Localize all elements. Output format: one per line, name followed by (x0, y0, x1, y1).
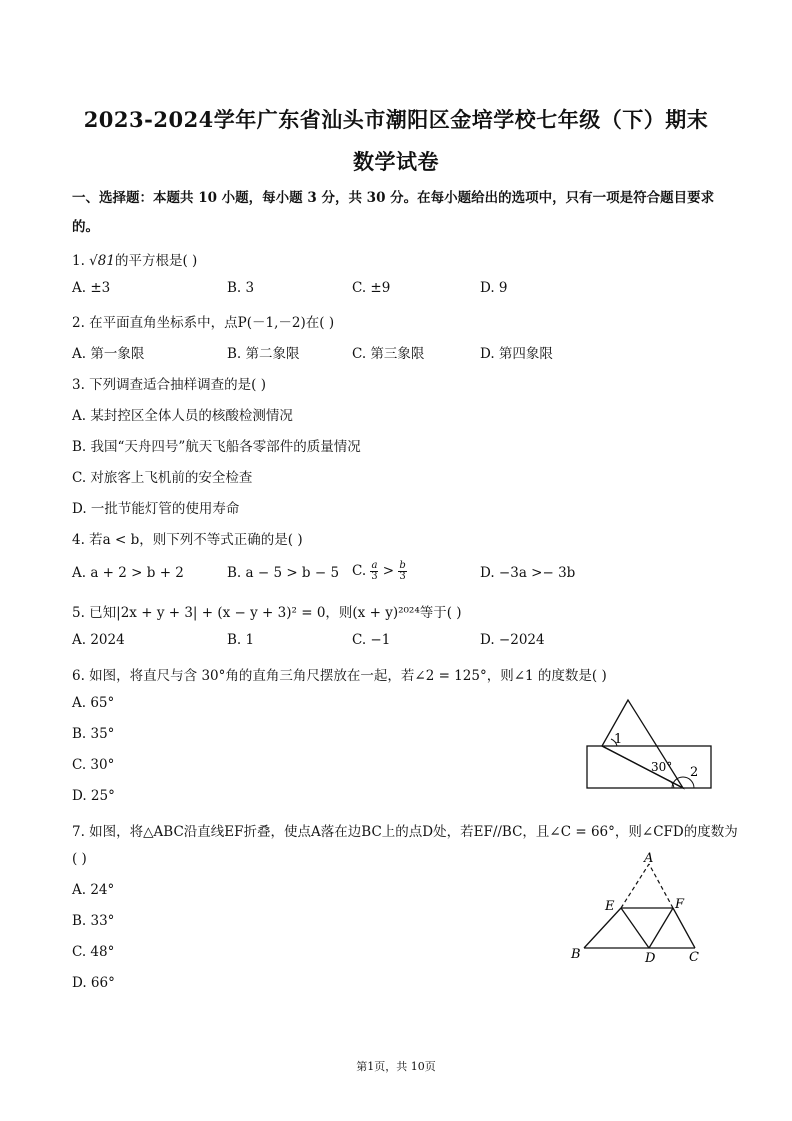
question-3-option-c: C. 对旅客上飞机前的安全检查 (72, 470, 253, 486)
question-2-stem: 2. 在平面直角坐标系中，点P(－1,－2)在( ) (72, 315, 335, 331)
page-title: 2023-2024学年广东省汕头市潮阳区金培学校七年级（下）期末 (83, 107, 709, 132)
question-6-option-b: B. 35° (72, 726, 115, 742)
point-f-label: F (675, 897, 685, 912)
question-7-figure (565, 848, 715, 968)
question-1-text: 的平方根是( ) (114, 253, 198, 269)
question-1-option-b: B. 3 (227, 280, 255, 296)
question-6-figure (580, 690, 720, 795)
question-4-stem: 4. 若a < b，则下列不等式正确的是( ) (72, 532, 303, 548)
question-7-stem: 7. 如图，将△ABC沿直线EF折叠，使点A落在边BC上的点D处，若EF//BC，且∠C = 66°，则∠CFD的度数为 (72, 824, 738, 840)
question-1-option-d: D. 9 (480, 280, 508, 296)
question-7-option-a: A. 24° (72, 882, 115, 898)
fraction-numerator: b (399, 560, 406, 571)
question-1-math: √81 (89, 253, 115, 269)
fraction-b-over-3 (398, 561, 406, 582)
question-3-option-d: D. 一批节能灯管的使用寿命 (72, 501, 240, 517)
question-3-option-b: B. 我国“天舟四号”航天飞船各零部件的质量情况 (72, 439, 361, 455)
question-2-option-a: A. 第一象限 (72, 346, 145, 362)
point-c-label: C (689, 950, 699, 965)
fraction-denominator: 3 (399, 571, 406, 582)
angle-1-label: 1 (614, 732, 623, 747)
fraction-numerator: a (371, 560, 378, 571)
question-5-option-b: B. 1 (227, 632, 255, 648)
question-4-option-a: A. a + 2 > b + 2 (72, 565, 184, 581)
question-3-option-a: A. 某封控区全体人员的核酸检测情况 (72, 408, 293, 424)
question-7-option-b: B. 33° (72, 913, 115, 929)
question-1-number: 1. (72, 253, 90, 269)
page-footer: 第1页，共 10页 (356, 1060, 436, 1073)
angle-30-label: 30° (651, 760, 673, 774)
point-b-label: B (571, 947, 581, 962)
fraction-denominator: 3 (371, 571, 378, 582)
question-7-option-c: C. 48° (72, 944, 115, 960)
question-6-stem: 6. 如图，将直尺与含 30°角的直角三角尺摆放在一起，若∠2 = 125°，则∠1 的度数是( ) (72, 668, 607, 684)
fold-dashed-left (621, 864, 649, 908)
question-5-stem: 5. 已知|2x + y + 3| + (x − y + 3)² = 0，则(x + y)²⁰²⁴等于( ) (72, 605, 462, 621)
fold-dashed-right (649, 864, 673, 908)
segment-fd (649, 908, 673, 948)
page-subtitle: 数学试卷 (353, 149, 439, 174)
question-2-option-c: C. 第三象限 (352, 346, 425, 362)
question-6-option-c: C. 30° (72, 757, 115, 773)
question-3-stem: 3. 下列调查适合抽样调查的是( ) (72, 377, 266, 393)
question-2-option-d: D. 第四象限 (480, 346, 553, 362)
question-6-option-d: D. 25° (72, 788, 115, 804)
question-4-option-c (352, 561, 407, 582)
question-4-option-c-label: C. (352, 563, 371, 579)
question-4-option-b: B. a − 5 > b − 5 (227, 565, 340, 581)
question-1-stem (72, 249, 197, 269)
question-1-option-a: A. ±3 (72, 280, 111, 296)
question-5-option-a: A. 2024 (72, 632, 125, 648)
point-a-label: A (644, 851, 654, 866)
question-6-option-a: A. 65° (72, 695, 115, 711)
angle-2-label: 2 (690, 765, 699, 780)
point-d-label: D (645, 951, 656, 966)
question-1-option-c: C. ±9 (352, 280, 391, 296)
question-2-option-b: B. 第二象限 (227, 346, 300, 362)
question-7-option-d: D. 66° (72, 975, 115, 991)
section-heading: 一、选择题：本题共 10 小题，每小题 3 分，共 30 分。在每小题给出的选项中，只有一项是符合题目要求 (72, 190, 715, 206)
point-e-label: E (605, 899, 615, 914)
question-7-stem-cont: ( ) (72, 851, 87, 867)
question-5-option-d: D. −2024 (480, 632, 545, 648)
question-4-option-d: D. −3a >− 3b (480, 565, 576, 581)
section-heading-cont: 的。 (72, 219, 99, 235)
greater-than-sign: > (378, 563, 399, 579)
question-5-option-c: C. −1 (352, 632, 391, 648)
segment-ed (621, 908, 649, 948)
